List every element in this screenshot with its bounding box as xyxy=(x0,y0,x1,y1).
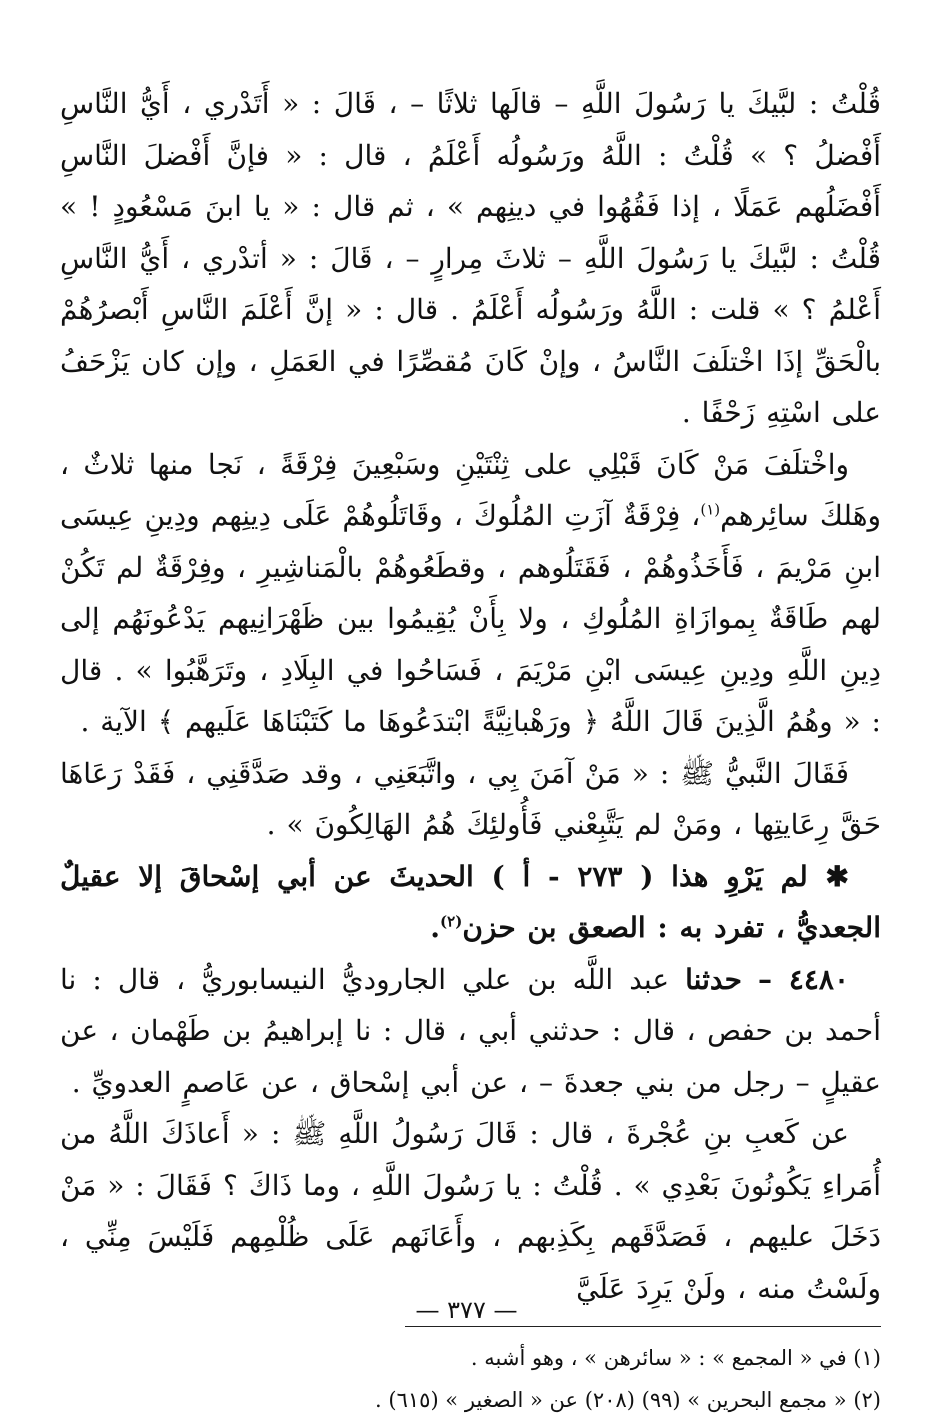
hadith-number: ٤٤٨٠ – xyxy=(757,962,849,996)
page-number: — ٣٧٧ — xyxy=(415,1296,518,1324)
narration-note-text: لم يَرْوِ هذا ( ٢٧٣ - أ ) الحديثَ عن أبي إسْحاقَ إلا عقيلٌ الجعديُّ ، تفرد به : الصعق بن حزن xyxy=(60,859,881,944)
hadith-4480-text: عن كَعبِ بنِ عُجْرةَ ، قال : قَالَ رَسُولُ اللَّهِ ﷺ : « أَعاذَكَ اللَّهُ من أُمَراءِ يَكُونُونَ بَعْدِي » . قُلْتُ : يا رَسُولَ اللَّهِ ، وما ذَاكَ ؟ فَقَالَ : « مَنْ دَخَلَ عليهم ، فَصَدَّقَهم بِكَذِبهم ، وأَعَانَهم عَلَى ظُلْمِهم فَلَيْسَ مِنِّي ، ولَسْتُ منه ، ولَنْ يَرِدَ عَلَيَّ xyxy=(60,1117,881,1305)
footnotes xyxy=(60,1337,881,1421)
star-marker: ✱ xyxy=(825,859,849,893)
paragraph-2-text: واخْتلَفَ مَنْ كَانَ قَبْلِي على ثِنْتَيْنِ وسَبْعِينَ فِرْقَةً ، نَجا منها ثلاثٌ ، وهَلكَ سائِرهم xyxy=(60,447,881,532)
narration-note: ✱ لم يَرْوِ هذا ( ٢٧٣ - أ ) الحديثَ عن أبي إسْحاقَ إلا عقيلٌ الجعديُّ ، تفرد به : الصعق بن حزن$^{(٢)}$. xyxy=(60,859,881,944)
paragraph-1: قُلْتُ : لبَّيكَ يا رَسُولَ اللَّهِ – قالَها ثلاثًا – ، قَالَ : « أَتَدْري ، أَيُّ النَّاسِ أَفْضلُ ؟ » قُلْتُ : اللَّهُ ورَسُولُه أَعْلَمُ ، قال : « فإنَّ أَفْضلَ النَّاسِ أَفْضَلُهم عَمَلًا ، إذا فَقُهُوا في دينِهم » ، ثم قال : « يا ابنَ مَسْعُودٍ ! » قُلْتُ : لبَّيكَ يا رَسُولَ اللَّهِ – ثلاثَ مِرارٍ – ، قَالَ : « أتدْري ، أَيُّ النَّاسِ أَعْلمُ ؟ » قلت : اللَّهُ ورَسُولُه أَعْلَمُ . قال : « إنَّ أَعْلَمَ النَّاسِ أَبْصرُهُمْ بالْحَقِّ إذَا اخْتلَفَ النَّاسُ ، وإنْ كَانَ مُقصِّرًا في العَمَلِ ، وإن كان يَزْحَفُ على اسْتِهِ زَحْفًا . xyxy=(60,87,881,429)
footnote-2: (٢) « مجمع البحرين » (٩٩) (٢٠٨) عن « الصغير » (٦١٥) . xyxy=(375,1388,881,1412)
hadith-chain-text: عبد اللَّه بن علي الجاروديُّ النيسابوريُّ ، قال : نا أحمد بن حفص ، قال : حدثني أبي ، قال : نا إبراهيمُ بن طَهْمان ، عن عقيلٍ – رجل من بني جعدةَ – ، عن أبي إسْحاق ، عن عَاصمٍ العدويِّ . xyxy=(60,962,881,1099)
hadith-lead: حدثنا xyxy=(685,962,742,996)
paragraph-3: فَقَالَ النَّبيُّ ﷺ : « مَنْ آمَنَ بِي ، واتَّبَعَنِي ، وقد صَدَّقَنِي ، فَقَدْ رَعَاهَا حَقَّ رِعَايتِها ، ومَنْ لم يَتَّبِعْني فَأُولئِكَ هُمُ الهَالِكُونَ » . xyxy=(60,756,881,841)
hadith-4480-chain xyxy=(60,954,881,1109)
footnote-separator xyxy=(405,1326,881,1327)
footnote-ref-2[interactable]: (٢) xyxy=(440,912,463,931)
document-page xyxy=(60,78,881,1412)
paragraph-2-continued: ، فِرْقَةٌ آزَتِ المُلُوكَ ، وقَاتَلُوهُمْ عَلَى دِينِهم ودِينِ عِيسَى ابنِ مَرْيمَ ، فَأَخَذُوهُمْ ، فَقَتَلُوهم ، وقطَعُوهُمْ بالْمَناشِيرِ ، وفِرْقَةٌ لم تَكُنْ لهم طَاقَةٌ بِموازَاةِ المُلُوكِ ، ولا بِأَنْ يُقِيمُوا بين ظَهْرَانِيهم يَدْعُونَهُم إلى دِينِ اللَّهِ ودِينِ عِيسَى ابْنِ مَرْيَمَ ، فَسَاحُوا في البِلَادِ ، وتَرَهَّبُوا » . قال : « وهُمُ الَّذِينَ قَالَ اللَّهُ ﴿ ورَهْبانِيَّةً ابْتدَعُوهَا ما كَتَبْنَاهَا عَلَيهم ﴾ الآية . xyxy=(60,499,881,738)
footnote-ref-1[interactable]: (١) xyxy=(700,500,721,519)
paragraph-2 xyxy=(60,439,881,748)
footnote-1: (١) في « المجمع » : « سائرهن » ، وهو أشبه . xyxy=(470,1346,881,1370)
